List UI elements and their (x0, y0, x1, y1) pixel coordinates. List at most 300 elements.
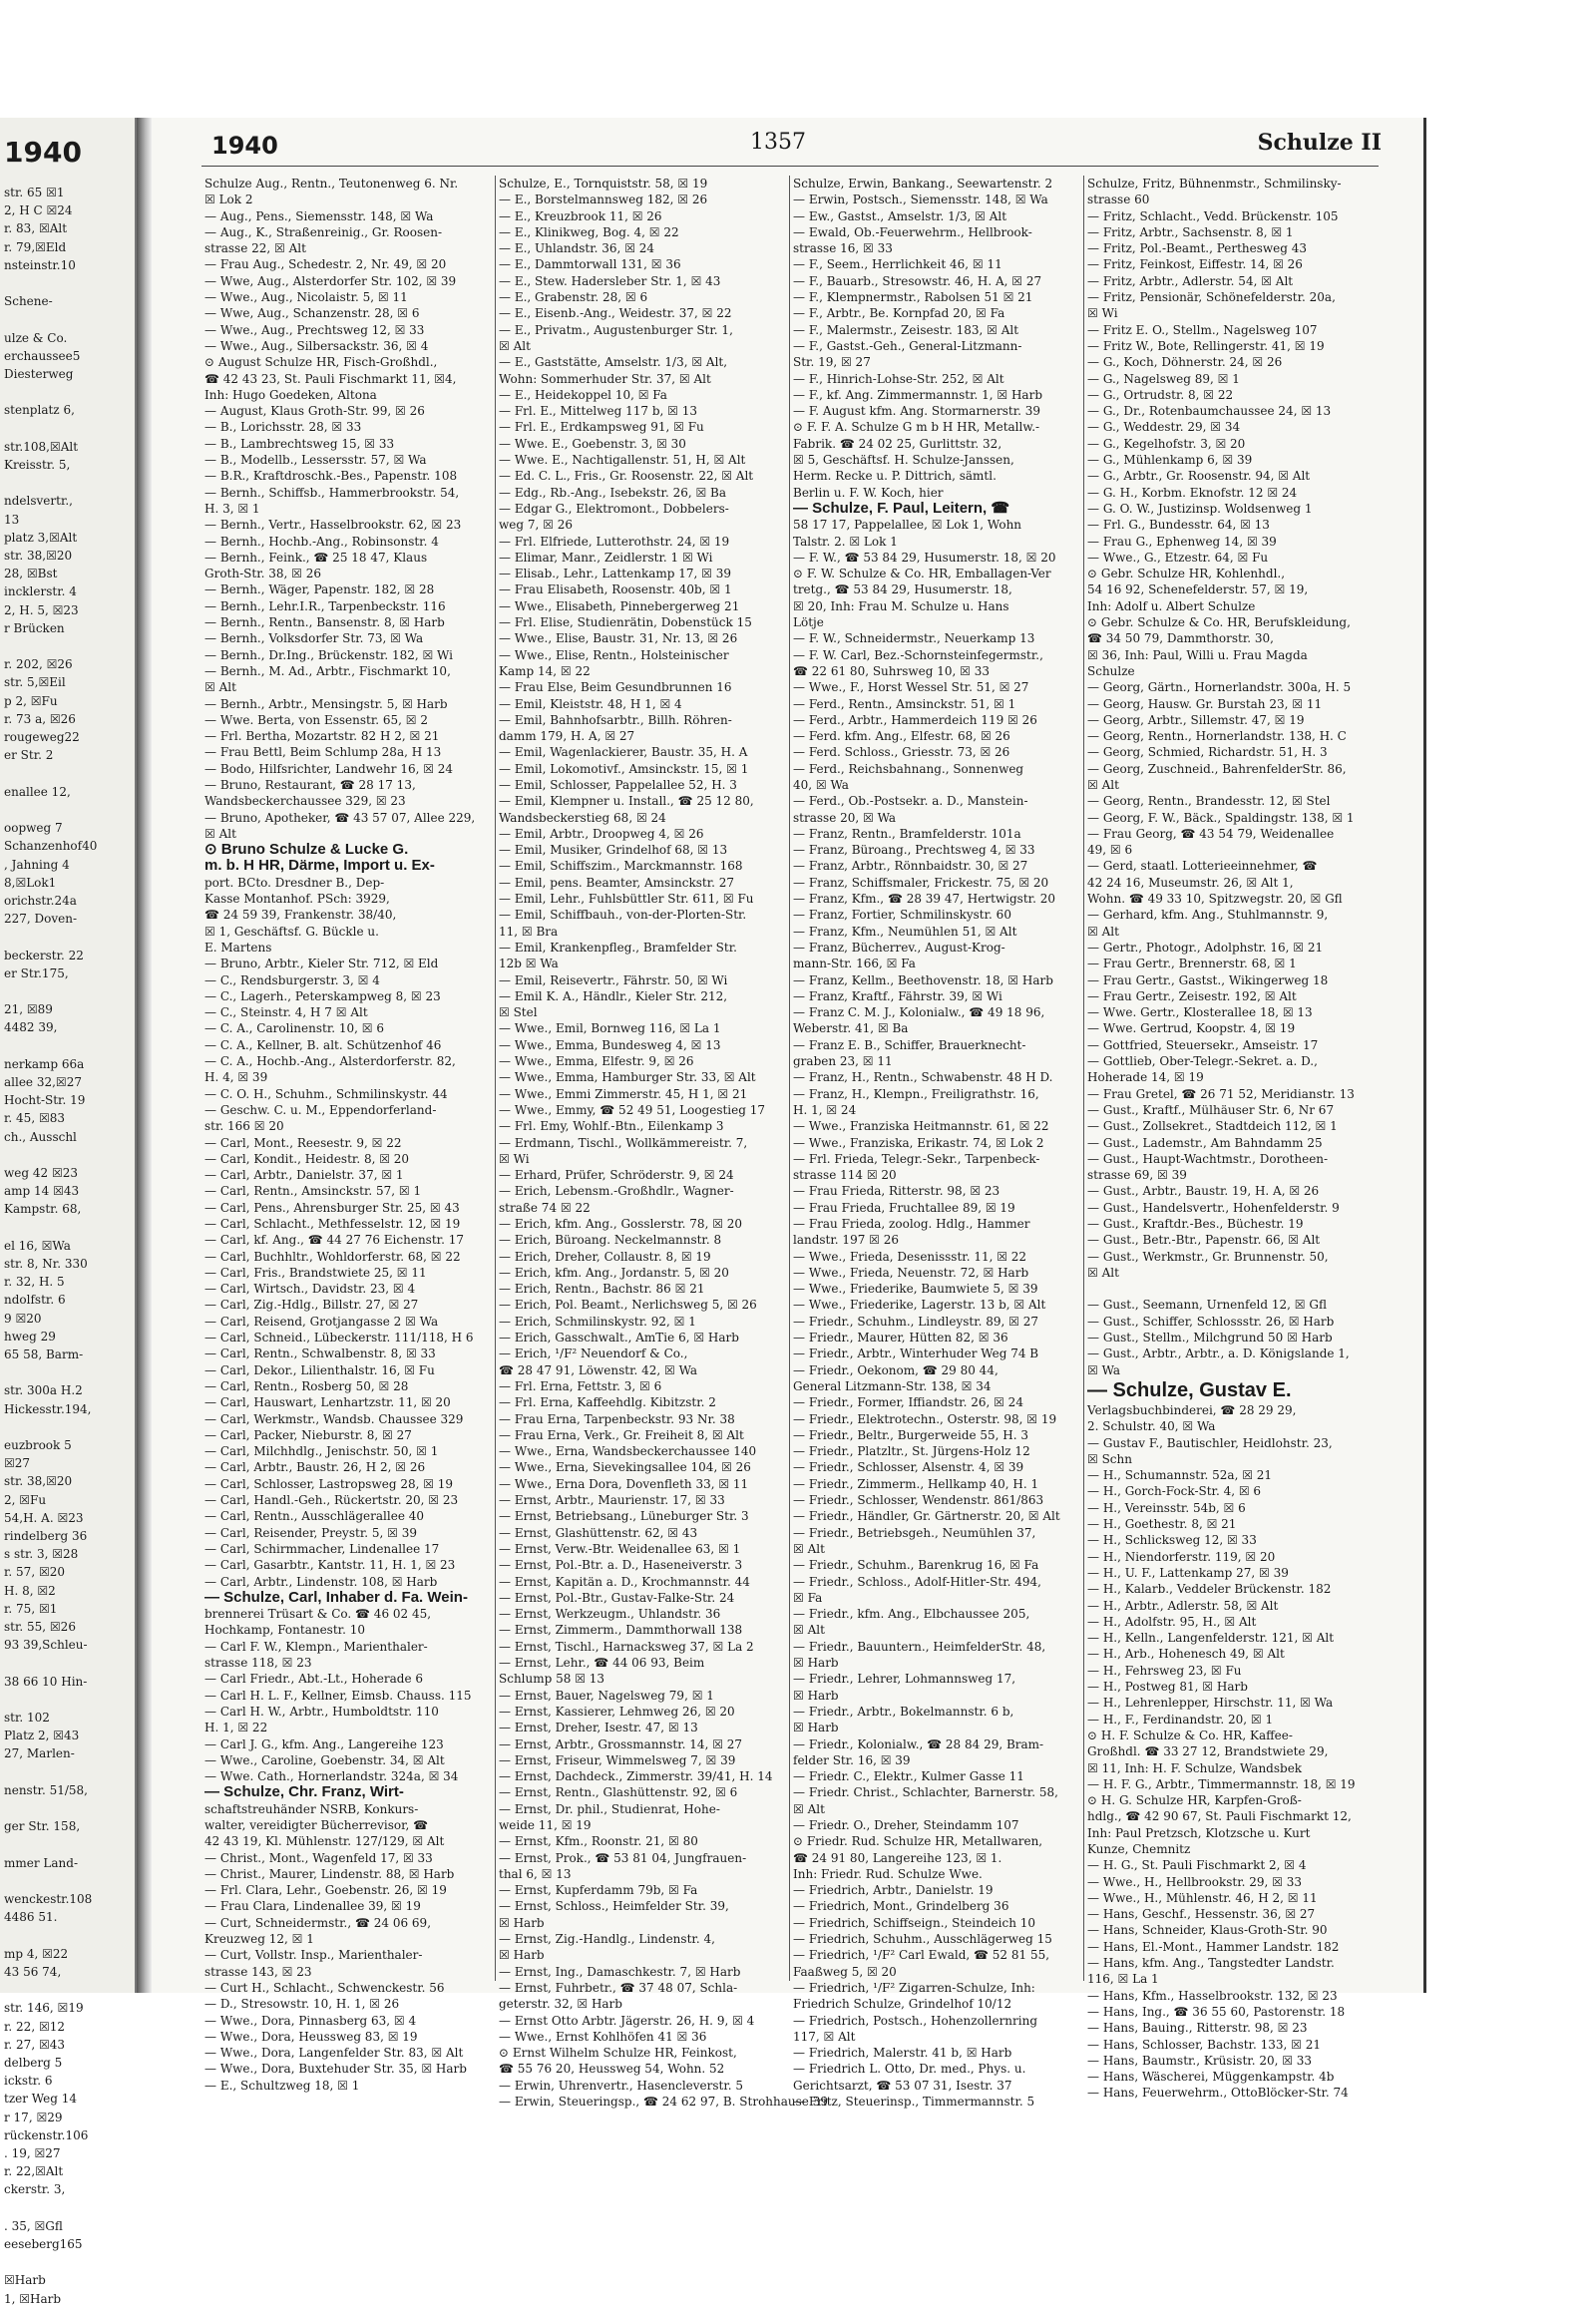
directory-entry-line: — Bruno, Restaurant, ☎ 28 17 13, (204, 777, 416, 792)
directory-entry-line: — Friedrich, Arbtr., Danielstr. 19 (793, 1883, 994, 1898)
directory-entry-line: — Ernst, Prok., ☎ 53 81 04, Jungfrauen- (499, 1850, 747, 1865)
directory-entry-line: — Friedrich L. Otto, Dr. med., Phys. u. (793, 2062, 1026, 2077)
directory-entry-line: — Wwe., Erna, Wandsbeckerchaussee 140 (499, 1444, 757, 1459)
directory-entry-line: — Gust., Arbtr., Baustr. 19, H. A, ☒ 26 (1087, 1184, 1320, 1199)
directory-entry-line: — Friedr., Schuhm., Barenkrug 16, ☒ Fa (793, 1558, 1039, 1573)
directory-entry-line: — Gust., Kraftf., Mülhäuser Str. 6, Nr 67 (1087, 1102, 1335, 1117)
directory-entry-line: 42 43 19, Kl. Mühlenstr. 127/129, ☒ Alt (204, 1834, 445, 1849)
directory-entry-line: — Carl, Gasarbtr., Kantstr. 11, H. 1, ☒ 23 (204, 1558, 456, 1573)
previous-page-text (4, 184, 130, 2308)
directory-entry-line: ⊙ August Schulze HR, Fisch-Großhdl., (204, 355, 438, 370)
directory-entry-line: — Schulze, F. Paul, Leitern, ☎ (793, 499, 1010, 517)
prev-page-line: ☒Harb (4, 2273, 46, 2288)
prev-page-line (4, 1146, 130, 1164)
directory-entry-line: Friedrich Schulze, Grindelhof 10/12 (793, 1997, 1012, 2012)
directory-entry-line: — Christ., Mont., Wagenfeld 17, ☒ 33 (204, 1850, 433, 1865)
directory-entry-line: ☎ 55 76 20, Heussweg 54, Wohn. 52 (499, 2062, 725, 2077)
directory-entry-line: — H., U. F., Lattenkamp 27, ☒ 39 (1087, 1565, 1289, 1580)
directory-entry-line: — Hans, Wäscherei, Müggenkampstr. 4b (1087, 2070, 1335, 2085)
directory-entry-line: — Franz, Kellm., Beethovenstr. 18, ☒ Harb (793, 972, 1053, 987)
prev-page-line: allee 32,☒27 (4, 1074, 82, 1089)
prev-page-line: str. 55, ☒26 (4, 1620, 76, 1635)
directory-entry-line: — Frl. Bertha, Mozartstr. 82 H 2, ☒ 21 (204, 729, 440, 744)
directory-entry-line: — H., Arbtr., Adlerstr. 58, ☒ Alt (1087, 1598, 1279, 1613)
prev-page-line: Schanzenhof40 (4, 839, 98, 854)
directory-entry-line: — Gottlieb, Ober-Telegr.-Sekret. a. D., (1087, 1054, 1318, 1069)
directory-entry-line: Faaßweg 5, ☒ 20 (793, 1964, 897, 1979)
directory-entry-line: Schulze, Fritz, Bühnenmstr., Schmilinsky- (1087, 177, 1342, 191)
directory-entry-line: ☎ 34 50 79, Dammthorstr. 30, (1087, 631, 1274, 646)
directory-entry-line: — E., Kreuzbrook 11, ☒ 26 (499, 208, 662, 223)
directory-entry-line: 49, ☒ 6 (1087, 843, 1133, 858)
directory-entry-line: — Bodo, Hilfsrichter, Landwehr 16, ☒ 24 (204, 761, 454, 776)
prev-page-line: er Str.175, (4, 965, 69, 980)
directory-entry-line: — H. G., St. Pauli Fischmarkt 2, ☒ 4 (1087, 1858, 1307, 1873)
directory-entry-line: — Wwe., Dora, Buxtehuder Str. 35, ☒ Harb (204, 2062, 467, 2077)
directory-entry-line: — Franz, Kfm., ☎ 28 39 47, Hertwigstr. 20 (793, 892, 1055, 907)
prev-page-line: 21, ☒89 (4, 1002, 53, 1017)
directory-entry-line: — Wwe., Aug., Silbersackstr. 36, ☒ 4 (204, 338, 429, 353)
directory-entry-line: — H., Kelln., Langenfelderstr. 121, ☒ Alt (1087, 1631, 1335, 1646)
directory-entry-line: — C. A., Hochb.-Ang., Alsterdorferstr. 82, (204, 1054, 456, 1069)
directory-entry-line: — Franz, Kraftf., Fährstr. 39, ☒ Wi (793, 988, 1002, 1003)
directory-entry-line: — Fritz, Arbtr., Adlerstr. 54, ☒ Alt (1087, 273, 1294, 288)
directory-entry-line: geterstr. 32, ☒ Harb (499, 1997, 622, 2012)
directory-entry-line: — Franz, H., Klempn., Freiligrathstr. 16, (793, 1086, 1039, 1101)
prev-page-line (4, 1763, 130, 1781)
prev-page-line (4, 1799, 130, 1817)
directory-entry-line: — Friedr., Arbtr., Winterhuder Weg 74 B (793, 1346, 1039, 1361)
prev-page-line: weg 42 ☒23 (4, 1165, 78, 1180)
directory-entry-line: thal 6, ☒ 13 (499, 1866, 572, 1881)
prev-page-line: hweg 29 (4, 1329, 56, 1344)
prev-page-line: eeseberg165 (4, 2236, 83, 2251)
directory-columns (201, 176, 1379, 2110)
prev-page-line: str. 38,☒20 (4, 1474, 73, 1489)
directory-entry-line: — Gerd, staatl. Lotterieeinnehmer, ☎ (1087, 859, 1318, 874)
directory-entry-line: — Georg, Schmied, Richardstr. 51, H. 3 (1087, 745, 1328, 760)
directory-entry-line: — E., Klinikweg, Bog. 4, ☒ 22 (499, 224, 679, 239)
directory-entry-line: — E., Gaststätte, Amselstr. 1/3, ☒ Alt, (499, 355, 728, 370)
directory-entry-line: — Friedrich, ¹/F² Carl Ewald, ☎ 52 81 55, (793, 1948, 1050, 1963)
prev-page-line: nsteinstr.10 (4, 257, 76, 272)
directory-entry-line: — Emil, Lehr., Fuhlsbüttler Str. 611, ☒ Fu (499, 892, 754, 907)
prev-page-line (4, 1418, 130, 1436)
directory-entry-line: — Carl, Pens., Ahrensburger Str. 25, ☒ 43 (204, 1200, 460, 1215)
prev-page-line: mp 4, ☒22 (4, 1946, 69, 1961)
directory-entry-line: — E., Privatm., Augustenburger Str. 1, (499, 322, 733, 337)
directory-entry-line: — Gust., Seemann, Urnenfeld 12, ☒ Gfl (1087, 1298, 1327, 1313)
directory-entry-line: — Franz, H., Rentn., Schwabenstr. 48 H D. (793, 1070, 1053, 1085)
directory-entry-line: — C. O. H., Schuhm., Schmilinskystr. 44 (204, 1086, 448, 1101)
directory-entry-line: — Frl. Elfriede, Lutterothstr. 24, ☒ 19 (499, 534, 730, 549)
directory-entry-line: — Ernst, Friseur, Wimmelsweg 7, ☒ 39 (499, 1752, 736, 1767)
directory-entry-line: str. 166 ☒ 20 (204, 1119, 284, 1134)
prev-page-line: delberg 5 (4, 2055, 63, 2070)
prev-page-line: 38 66 10 Hin- (4, 1674, 88, 1689)
directory-entry-line: — H., Schlicksweg 12, ☒ 33 (1087, 1533, 1257, 1548)
prev-page-line: r. 79,☒Eld (4, 239, 67, 254)
column-3 (790, 176, 1084, 2110)
directory-entry-line: ☒ Alt (793, 1801, 825, 1816)
directory-entry-line: — Wwe., Emil, Bornweg 116, ☒ La 1 (499, 1021, 721, 1036)
directory-entry-line: — Wwe. Cath., Hornerlandstr. 324a, ☒ 34 (204, 1769, 459, 1784)
directory-entry-line: — Friedr., Schuhm., Lindleystr. 89, ☒ 27 (793, 1314, 1039, 1329)
directory-entry-line: — Friedr., kfm. Ang., Elbchaussee 205, (793, 1607, 1030, 1622)
directory-entry-line: — Friedrich, Postsch., Hohenzollernring (793, 2013, 1038, 2028)
directory-entry-line: — Ernst Otto Arbtr. Jägerstr. 26, H. 9, ☒ 4 (499, 2013, 755, 2028)
directory-entry-line: — Frau Elisabeth, Roosenstr. 40b, ☒ 1 (499, 582, 732, 597)
directory-entry-line: — Carl H. L. F., Kellner, Eimsb. Chauss. 115 (204, 1688, 472, 1703)
prev-page-line: str. 38,☒20 (4, 549, 73, 564)
directory-entry-line: ⊙ Gebr. Schulze HR, Kohlenhdl., (1087, 567, 1286, 581)
prev-page-line: Platz 2, ☒43 (4, 1729, 80, 1743)
directory-entry-line: — Wwe., Frieda, Neuenstr. 72, ☒ Harb (793, 1265, 1029, 1280)
directory-entry-line: ☒ Alt (793, 1541, 825, 1556)
directory-entry-line: — G., Mühlenkamp 6, ☒ 39 (1087, 453, 1253, 468)
directory-entry-line: — Erich, Pol. Beamt., Nerlichsweg 5, ☒ 26 (499, 1298, 757, 1313)
directory-entry-line: — G., Kegelhofstr. 3, ☒ 20 (1087, 436, 1246, 451)
directory-entry-line: Str. 19, ☒ 27 (793, 355, 871, 370)
prev-page-line: str. 300a H.2 (4, 1383, 83, 1398)
directory-entry-line: strasse 114 ☒ 20 (793, 1168, 897, 1183)
directory-entry-line: — Georg, Hausw. Gr. Burstah 23, ☒ 11 (1087, 696, 1323, 711)
directory-entry-line: — Frl. Elise, Studienrätin, Dobenstück 15 (499, 615, 752, 630)
directory-entry-line: — H., Goethestr. 8, ☒ 21 (1087, 1517, 1237, 1532)
directory-entry-line: — F., kf. Ang. Zimmermannstr. 1, ☒ Harb (793, 387, 1042, 402)
directory-entry-line: — H., Fehrsweg 23, ☒ Fu (1087, 1663, 1242, 1678)
directory-entry-line: — Carl, Rentn., Schwalbenstr. 8, ☒ 33 (204, 1346, 436, 1361)
prev-page-line: H. 8, ☒2 (4, 1583, 56, 1598)
directory-entry-line: — Wwe., Aug., Prechtsweg 12, ☒ 33 (204, 322, 425, 337)
prev-page-line (4, 1363, 130, 1381)
directory-entry-line: ☒ Fa (793, 1590, 823, 1605)
directory-entry-line: — Franz, Kfm., Neumühlen 51, ☒ Alt (793, 924, 1017, 939)
directory-entry-line: ☒ Alt (204, 680, 236, 695)
directory-entry-line: — Hans, Bauing., Ritterstr. 98, ☒ 23 (1087, 2021, 1308, 2036)
directory-entry-line: — Georg, Rentn., Hornerlandstr. 138, H. C (1087, 729, 1347, 744)
directory-entry-line: ☒ 1, Geschäftsf. G. Bückle u. (204, 924, 379, 939)
prev-page-line: 27, Marlen- (4, 1746, 75, 1761)
directory-entry-line: Talstr. 2. ☒ Lok 1 (793, 534, 898, 549)
directory-entry-line: — Ernst, Fuhrbetr., ☎ 37 48 07, Schla- (499, 1980, 738, 1995)
directory-entry-line: — Carl, Rentn., Ausschlägerallee 40 (204, 1509, 425, 1524)
directory-entry-line: — Erich, Lebensm.-Großhdlr., Wagner- (499, 1184, 734, 1199)
directory-entry-line: 2. Schulstr. 40, ☒ Wa (1087, 1419, 1216, 1434)
directory-entry-line: — Wwe., Caroline, Goebenstr. 34, ☒ Alt (204, 1752, 445, 1767)
directory-entry-line: — Wwe., Emma, Elfestr. 9, ☒ 26 (499, 1054, 694, 1069)
directory-entry-line: Kreuzweg 12, ☒ 1 (204, 1932, 314, 1947)
directory-entry-line: — Erich, Dreher, Collaustr. 8, ☒ 19 (499, 1249, 711, 1264)
prev-page-line (4, 420, 130, 438)
directory-entry-line: — Franz, Fortier, Schmilinskystr. 60 (793, 908, 1011, 923)
directory-entry-line: strasse 143, ☒ 23 (204, 1964, 312, 1979)
directory-entry-line: Verlagsbuchbinderei, ☎ 28 29 29, (1087, 1402, 1297, 1417)
prev-page-line: r. 202, ☒26 (4, 657, 73, 672)
directory-entry-line: — Ferd., Rentn., Amsinckstr. 51, ☒ 1 (793, 696, 1016, 711)
prev-page-line (4, 1872, 130, 1890)
directory-entry-line: — H., Lehrenlepper, Hirschstr. 11, ☒ Wa (1087, 1696, 1334, 1711)
directory-entry-line: damm 179, H. A, ☒ 27 (499, 729, 635, 744)
prev-page-line: r. 73 a, ☒26 (4, 711, 76, 726)
directory-entry-line: — Ernst, Schloss., Heimfelder Str. 39, (499, 1899, 729, 1914)
directory-entry-line: Weberstr. 41, ☒ Ba (793, 1021, 909, 1036)
running-title: Schulze II (1257, 130, 1382, 156)
prev-page-line: 2, H. 5, ☒23 (4, 602, 79, 617)
directory-entry-line: — Ernst, Glashüttenstr. 62, ☒ 43 (499, 1525, 698, 1540)
directory-entry-line: — Emil, Schiffbauh., von-der-Plorten-Str. (499, 908, 747, 923)
directory-entry-line: — H., Kalarb., Veddeler Brückenstr. 182 (1087, 1582, 1332, 1597)
directory-entry-line: — Frau Gertr., Zeisestr. 192, ☒ Alt (1087, 988, 1297, 1003)
directory-entry-line: — Gust., Schiffer, Schlossstr. 26, ☒ Harb (1087, 1314, 1335, 1329)
prev-page-line: r. 22, ☒12 (4, 2019, 65, 2034)
directory-entry-line: H. 4, ☒ 39 (204, 1070, 268, 1085)
prev-page-line: rückenstr.106 (4, 2127, 89, 2142)
prev-page-line: Hocht-Str. 19 (4, 1093, 86, 1108)
directory-entry-line: — Hans, Feuerwehrm., OttoBlöcker-Str. 74 (1087, 2086, 1349, 2101)
prev-page-line (4, 310, 130, 328)
directory-entry-line: — F., Seem., Herrlichkeit 46, ☒ 11 (793, 257, 1002, 272)
directory-entry-line: — H., Schumannstr. 52a, ☒ 21 (1087, 1468, 1273, 1483)
directory-entry-line: 54 16 92, Schenefelderstr. 57, ☒ 19, (1087, 582, 1309, 597)
directory-entry-line: — Carl, Rentn., Amsinckstr. 57, ☒ 1 (204, 1184, 422, 1199)
directory-entry-line: port. BCto. Dresdner B., Dep- (204, 875, 385, 890)
directory-entry-line: strasse 22, ☒ Alt (204, 241, 306, 256)
directory-entry-line: — F., Bauarb., Stresowstr. 46, H. A, ☒ 27 (793, 273, 1042, 288)
directory-entry-line: — G. O. W., Justizinsp. Woldsenweg 1 (1087, 501, 1313, 516)
directory-entry-line: — Ernst, Dachdeck., Zimmerstr. 39/41, H. 14 (499, 1769, 773, 1784)
directory-entry-line: — Carl, Arbtr., Baustr. 26, H 2, ☒ 26 (204, 1460, 426, 1475)
header-rule (201, 166, 1379, 167)
directory-entry-line: — Ernst, Betriebsang., Lüneburger Str. 3 (499, 1509, 749, 1524)
prev-page-line: rindelberg 36 (4, 1529, 88, 1544)
directory-entry-line: straße 74 ☒ 22 (499, 1200, 591, 1215)
directory-entry-line: — F. August kfm. Ang. Stormarnerstr. 39 (793, 404, 1041, 419)
directory-entry-line: — Carl F. W., Klempn., Marienthaler- (204, 1639, 428, 1654)
directory-entry-line: m. b. H HR, Därme, Import u. Ex- (204, 857, 435, 875)
directory-entry-line: — Emil, Klempner u. Install., ☎ 25 12 80, (499, 794, 754, 809)
directory-entry-line: — Carl, Handl.-Geh., Rückertstr. 20, ☒ 23 (204, 1493, 459, 1508)
directory-entry-line: — Friedr., Betriebsgeh., Neumühlen 37, (793, 1525, 1036, 1540)
prev-page-line (4, 2199, 130, 2217)
directory-entry-line: — Wwe. E., Nachtigallenstr. 51, H, ☒ Alt (499, 453, 746, 468)
directory-entry-line: — Wwe., Emma, Hamburger Str. 33, ☒ Alt (499, 1070, 756, 1085)
directory-entry-line: — F., Arbtr., Be. Kornpfad 20, ☒ Fa (793, 306, 1005, 321)
directory-entry-line: — Wwe., H., Mühlenstr. 46, H 2, ☒ 11 (1087, 1890, 1318, 1905)
directory-entry-line: — Ferd., Reichsbahnang., Sonnenweg (793, 761, 1024, 776)
directory-entry-line: — Frau Frieda, Ritterstr. 98, ☒ 23 (793, 1184, 1000, 1199)
directory-entry-line: ☒ Alt (1087, 777, 1119, 792)
prev-page-line: beckerstr. 22 (4, 948, 84, 962)
directory-entry-line: — Bernh., Arbtr., Mensingstr. 5, ☒ Harb (204, 696, 448, 711)
directory-entry-line: — Fritz, Steuerinsp., Timmermannstr. 5 (793, 2095, 1035, 2110)
prev-page-line: str. 5,☒Eil (4, 675, 66, 690)
prev-page-line: p 2, ☒Fu (4, 693, 58, 708)
directory-entry-line: ☒ Alt (204, 826, 236, 841)
prev-page-line (4, 1835, 130, 1853)
directory-entry-line: — Frl. Frieda, Telegr.-Sekr., Tarpenbeck- (793, 1151, 1040, 1166)
directory-entry-line: — Ernst, Bauer, Nagelsweg 79, ☒ 1 (499, 1688, 714, 1703)
directory-entry-line: — F., Hinrich-Lohse-Str. 252, ☒ Alt (793, 371, 1004, 386)
directory-entry-line: — Friedr., Maurer, Hütten 82, ☒ 36 (793, 1331, 1008, 1346)
prev-page-line: str. 65 ☒1 (4, 186, 65, 199)
prev-page-line (4, 1691, 130, 1709)
directory-entry-line: — Frau Erna, Tarpenbeckstr. 93 Nr. 38 (499, 1411, 735, 1426)
directory-entry-line: — C. A., Carolinenstr. 10, ☒ 6 (204, 1021, 384, 1036)
directory-entry-line: — Frau Gertr., Gastst., Wikingerweg 18 (1087, 972, 1329, 987)
directory-entry-line: — Carl, Mont., Reesestr. 9, ☒ 22 (204, 1135, 402, 1150)
directory-entry-line: — Frau Clara, Lindenallee 39, ☒ 19 (204, 1899, 421, 1914)
prev-page-line: r 17, ☒29 (4, 2110, 63, 2124)
directory-entry-line: — D., Stresowstr. 10, H. 1, ☒ 26 (204, 1997, 400, 2012)
directory-entry-line: strasse 16, ☒ 33 (793, 241, 893, 256)
prev-page-line: str. 8, Nr. 330 (4, 1256, 88, 1271)
directory-entry-line: 117, ☒ Alt (793, 2029, 856, 2044)
directory-entry-line: Wohn: Sommerhuder Str. 37, ☒ Alt (499, 371, 711, 386)
directory-entry-line: — Emil K. A., Händlr., Kieler Str. 212, (499, 988, 728, 1003)
directory-entry-line: Schlump 58 ☒ 13 (499, 1672, 605, 1687)
directory-entry-line: — Ernst, Tischl., Harnacksweg 37, ☒ La 2 (499, 1639, 754, 1654)
prev-page-line: incklerstr. 4 (4, 584, 77, 599)
directory-entry-line: 42 24 16, Museumstr. 26, ☒ Alt 1, (1087, 875, 1294, 890)
directory-entry-line: — E., Grabenstr. 28, ☒ 6 (499, 290, 648, 305)
directory-entry-line: ☒ Harb (499, 1948, 545, 1963)
directory-entry-line: — Erich, ¹/F² Neuendorf & Co., (499, 1346, 688, 1361)
directory-entry-line: — Curt, Schneidermstr., ☎ 24 06 69, (204, 1915, 432, 1930)
directory-entry-line: — Hans, Geschf., Hessenstr. 36, ☒ 27 (1087, 1907, 1316, 1922)
directory-entry-line: Schulze, Erwin, Bankang., Seewartenstr. 2 (793, 177, 1053, 191)
prev-page-line (4, 801, 130, 819)
directory-entry-line: — Erich, kfm. Ang., Jordanstr. 5, ☒ 20 (499, 1265, 729, 1280)
directory-entry-line: — Georg, Zuschneid., BahrenfelderStr. 86, (1087, 761, 1347, 776)
prev-page-line: nenstr. 51/58, (4, 1782, 88, 1797)
directory-entry-line: strasse 60 (1087, 192, 1150, 207)
directory-entry-line: — Georg, Rentn., Brandesstr. 12, ☒ Stel (1087, 794, 1331, 809)
directory-entry-line: ☒ 11, Inh: H. F. Schulze, Wandsbek (1087, 1760, 1303, 1775)
directory-entry-line: — H., Adolfstr. 95, H., ☒ Alt (1087, 1614, 1257, 1629)
directory-entry-line: — Wwe., Friederike, Baumwiete 5, ☒ 39 (793, 1282, 1038, 1297)
directory-entry-line: Inh: Friedr. Rud. Schulze Wwe. (793, 1866, 983, 1881)
directory-entry-line: — Friedr., Bauuntern., HeimfelderStr. 48, (793, 1639, 1046, 1654)
prev-page-line: r. 22,☒Alt (4, 2164, 64, 2179)
directory-entry-line: H. 3, ☒ 1 (204, 501, 260, 516)
directory-entry-line: — Schulze, Gustav E. (1087, 1378, 1292, 1401)
prev-page-line: str. 102 (4, 1711, 50, 1726)
directory-entry-line: — Friedr., Zimmerm., Hellkamp 40, H. 1 (793, 1476, 1039, 1491)
directory-entry-line: Kamp 14, ☒ 22 (499, 663, 591, 678)
directory-entry-line (1087, 1281, 1374, 1297)
directory-entry-line: — Emil, Schiffszim., Marckmannstr. 168 (499, 859, 743, 874)
directory-entry-line: — Bernh., M. Ad., Arbtr., Fischmarkt 10, (204, 663, 451, 678)
directory-entry-line: — Georg, Gärtn., Hornerlandstr. 300a, H. 5 (1087, 680, 1352, 695)
prev-page-line: r. 75, ☒1 (4, 1601, 58, 1616)
directory-entry-line: — Carl, Hauswart, Lenhartzstr. 11, ☒ 20 (204, 1395, 451, 1410)
directory-entry-line: — Carl, Dekor., Lilienthalstr. 16, ☒ Fu (204, 1362, 435, 1377)
directory-entry-line: — Emil, Lokomotivf., Amsinckstr. 15, ☒ 1 (499, 761, 749, 776)
directory-entry-line: — Friedrich, ¹/F² Zigarren-Schulze, Inh: (793, 1980, 1035, 1995)
directory-entry-line: — Frau G., Ephenweg 14, ☒ 39 (1087, 534, 1277, 549)
prev-page-line: tzer Weg 14 (4, 2092, 78, 2107)
directory-entry-line: ☒ 20, Inh: Frau M. Schulze u. Hans (793, 598, 1009, 613)
directory-entry-line: Großhdl. ☎ 33 27 12, Brandstwiete 29, (1087, 1744, 1329, 1759)
directory-entry-line: walter, vereidigter Bücherrevisor, ☎ (204, 1817, 429, 1832)
prev-page-line: ndelsvertr., (4, 494, 73, 509)
prev-page-line: oopweg 7 (4, 821, 63, 836)
prev-page-line: 227, Doven- (4, 912, 78, 927)
directory-entry-line: — Emil, Krankenpfleg., Bramfelder Str. (499, 940, 737, 955)
column-4 (1084, 176, 1379, 2101)
directory-entry-line: — Elisab., Lehr., Lattenkamp 17, ☒ 39 (499, 567, 731, 581)
prev-page-line: el 16, ☒Wa (4, 1238, 71, 1253)
directory-entry-line: ⊙ F. F. A. Schulze G m b H HR, Metallw.- (793, 420, 1040, 435)
directory-entry-line: — Christ., Maurer, Lindenstr. 88, ☒ Harb (204, 1866, 455, 1881)
directory-entry-line: — Erdmann, Tischl., Wollkämmereistr. 7, (499, 1135, 748, 1150)
directory-entry-line: — Carl, Buchhltr., Wohldorferstr. 68, ☒ 22 (204, 1249, 461, 1264)
prev-page-line: 2, ☒Fu (4, 1492, 47, 1507)
directory-entry-line: — Frau Else, Beim Gesundbrunnen 16 (499, 680, 732, 695)
directory-entry-line: — F. W., Schneidermstr., Neuerkamp 13 (793, 631, 1035, 646)
directory-entry-line: — Wwe., Dora, Langenfelder Str. 83, ☒ Alt (204, 2046, 464, 2061)
directory-entry-line: — Wwe., Erna Dora, Dovenfleth 33, ☒ 11 (499, 1476, 749, 1491)
directory-entry-line: — Friedr., Kolonialw., ☎ 28 84 29, Bram- (793, 1736, 1044, 1751)
directory-entry-line: — Geschw. C. u. M., Eppendorferland- (204, 1102, 437, 1117)
directory-entry-line: — C., Rendsburgerstr. 3, ☒ 4 (204, 972, 380, 987)
directory-entry-line: — Friedr., Elektrotechn., Osterstr. 98, ☒ 19 (793, 1411, 1057, 1426)
prev-page-line: mmer Land- (4, 1855, 78, 1870)
directory-entry-line: Lötje (793, 615, 824, 630)
directory-entry-line: — F. W., ☎ 53 84 29, Husumerstr. 18, ☒ 20 (793, 550, 1056, 565)
directory-entry-line: — Bernh., Hochb.-Ang., Robinsonstr. 4 (204, 534, 439, 549)
directory-entry-line: hdlg., ☎ 42 90 67, St. Pauli Fischmarkt 12, (1087, 1809, 1352, 1824)
directory-entry-line: — Carl, Schlacht., Methfesselstr. 12, ☒ 19 (204, 1217, 461, 1231)
directory-entry-line: — B., Modellb., Lessersstr. 57, ☒ Wa (204, 453, 427, 468)
directory-entry-line: — Franz, Büroang., Prechtsweg 4, ☒ 33 (793, 843, 1035, 858)
directory-entry-line: — E., Stew. Hadersleber Str. 1, ☒ 43 (499, 273, 721, 288)
directory-entry-line: Fabrik. ☎ 24 02 25, Gurlittstr. 32, (793, 436, 1002, 451)
column-1 (201, 176, 496, 2093)
directory-entry-line: — Franz, Arbtr., Rönnbaidstr. 30, ☒ 27 (793, 859, 1028, 874)
directory-entry-line: — Ernst, Arbtr., Grossmannstr. 14, ☒ 27 (499, 1736, 743, 1751)
page-number: 1357 (750, 130, 806, 155)
directory-entry-line: — Wwe., Emma, Bundesweg 4, ☒ 13 (499, 1037, 721, 1052)
prev-page-line: 54,H. A. ☒23 (4, 1510, 84, 1525)
directory-entry-line: — Frau Gertr., Brennerstr. 68, ☒ 1 (1087, 957, 1297, 971)
directory-entry-line: — Carl, Fris., Brandstwiete 25, ☒ 11 (204, 1265, 427, 1280)
directory-entry-line: ⊙ Bruno Schulze & Lucke G. (204, 841, 409, 859)
directory-entry-line: schaftstreuhänder NSRB, Konkurs- (204, 1801, 419, 1816)
book-gutter (137, 118, 152, 1993)
directory-entry-line: — Friedr. C., Elektr., Kulmer Gasse 11 (793, 1769, 1024, 1784)
directory-entry-line: — F., Klempnermstr., Rabolsen 51 ☒ 21 (793, 290, 1033, 305)
prev-page-line (4, 383, 130, 401)
directory-entry-line: — Carl, Reisend, Grotjangasse 2 ☒ Wa (204, 1314, 439, 1329)
prev-page-line: r. 45, ☒83 (4, 1111, 65, 1126)
directory-entry-line: — Friedr. Christ., Schlachter, Barnerstr. 58, (793, 1785, 1058, 1800)
directory-entry-line: — Ernst, Pol.-Btr. a. D., Haseneiverstr. 3 (499, 1558, 743, 1573)
directory-entry-line: 58 17 17, Pappelallee, ☒ Lok 1, Wohn (793, 518, 1022, 533)
directory-entry-line: — Gustav F., Bautischler, Heidlohstr. 23, (1087, 1435, 1333, 1450)
prev-page-line: euzbrook 5 (4, 1438, 72, 1453)
directory-entry-line: — Emil, Bahnhofsarbtr., Billh. Röhren- (499, 712, 732, 727)
prev-page-line: er Str. 2 (4, 748, 54, 763)
directory-entry-line: — Hans, kfm. Ang., Tangstedter Landstr. (1087, 1956, 1335, 1971)
directory-entry-line: — Ferd., Arbtr., Hammerdeich 119 ☒ 26 (793, 712, 1037, 727)
directory-entry-line: — Hans, Schneider, Klaus-Groth-Str. 90 (1087, 1923, 1328, 1938)
directory-entry-line: ☒ Wi (499, 1151, 530, 1166)
directory-entry-line: ☒ Harb (793, 1656, 839, 1671)
prev-page-line (4, 2253, 130, 2271)
directory-entry-line: — B., Lorichsstr. 28, ☒ 33 (204, 420, 362, 435)
